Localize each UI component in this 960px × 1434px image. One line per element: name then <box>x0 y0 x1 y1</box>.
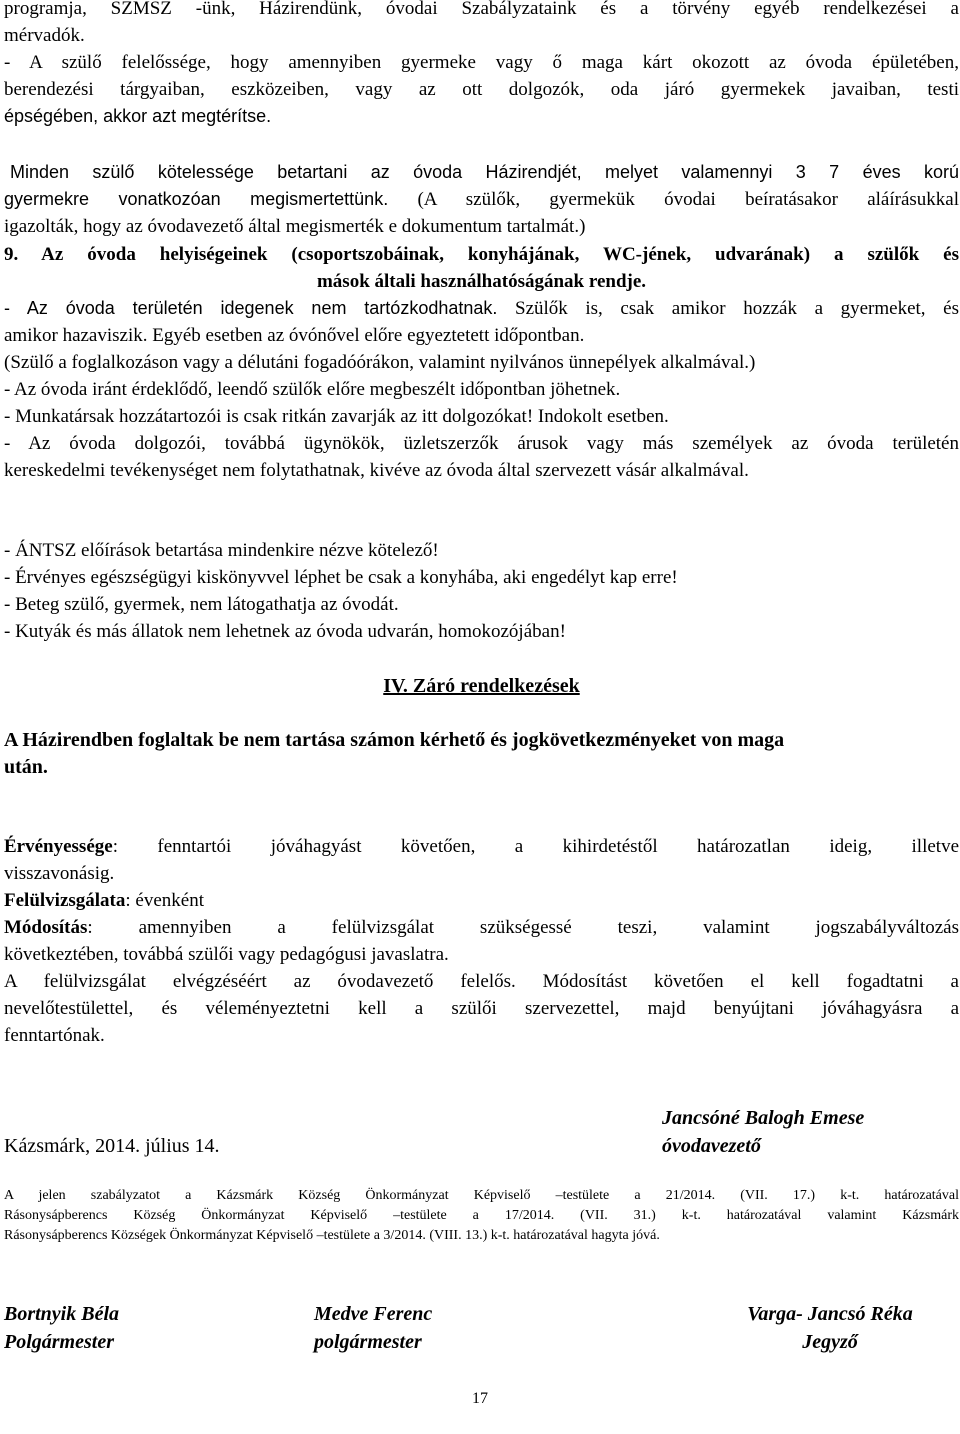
section-heading: mások általi használhatóságának rendje. <box>316 271 647 292</box>
signer-name: Bortnyik Béla <box>4 1303 120 1325</box>
signer-title: óvodavezető <box>662 1135 761 1157</box>
list-item: - Beteg szülő, gyermek, nem látogathatja az óvodát. <box>4 594 399 615</box>
signature-block <box>732 1300 928 1356</box>
text-line: berendezési tárgyaiban, eszközeiben, vagy az ott dolgozók, oda járó gyermekek javaiban, testi <box>4 79 959 100</box>
text-fragment: - Az óvoda területén idegenek nem tartózkodhatnak. <box>4 298 498 318</box>
head-signature <box>662 1104 864 1160</box>
text-line <box>4 914 959 941</box>
signature-block <box>314 1300 432 1356</box>
text-line: - Az óvoda dolgozói, továbbá ügynökök, üzletszerzők árusok vagy más személyek az óvoda területén <box>4 433 959 454</box>
text-line: Rásonysápberencs Községek Önkormányzat Képviselő –testülete a 3/2014. (VIII. 13.) k-t. határozatával hagyta jóvá. <box>4 1228 660 1243</box>
page-number: 17 <box>472 1390 488 1407</box>
signer-name: Varga- Jancsó Réka <box>747 1303 913 1325</box>
statement-line: után. <box>4 756 48 778</box>
place-date: Kázsmárk, 2014. július 14. <box>4 1135 220 1157</box>
list-item: - Kutyák és más állatok nem lehetnek az óvoda udvarán, homokozójában! <box>4 621 566 642</box>
list-item: - ÁNTSZ előírások betartása mindenkire nézve kötelező! <box>4 540 439 561</box>
text-line: nevelőtestülettel, és véleményeztetni kell a szülői szervezettel, majd benyújtani jóváhagyásra a <box>4 998 959 1019</box>
text-line: Minden szülő kötelessége betartani az óvoda Házirendjét, melyet valamennyi 3 7 éves korú <box>10 162 959 182</box>
text-line: épségében, akkor azt megtérítse. <box>4 106 272 126</box>
text-line: - A szülő felelőssége, hogy amennyiben gyermeke vagy ő maga kárt okozott az óvoda épületében, <box>4 52 959 73</box>
signer-name: Jancsóné Balogh Emese <box>662 1107 865 1129</box>
section-4-title-wrap <box>4 673 959 700</box>
text-fragment: : fenntartói jóváhagyást követően, a kihirdetéstől határozatlan ideig, illetve <box>112 836 959 857</box>
statement-line: A Házirendben foglaltak be nem tartása számon kérhető és jogkövetkezményeket von maga <box>4 729 785 751</box>
validity-label: Érvényessége <box>4 836 113 857</box>
list-item: - Érvényes egészségügyi kiskönyvvel léphet be csak a konyhába, aki engedélyt kap erre! <box>4 567 678 588</box>
text-line: igazolták, hogy az óvodavezető által megismerték e dokumentum tartalmát.) <box>4 216 586 237</box>
text-line: A felülvizsgálat elvégzéséért az óvodavezető felelős. Módosítást követően el kell fogadtatni a <box>4 971 959 992</box>
text-line <box>4 887 959 914</box>
text-line <box>4 833 959 860</box>
section-heading: 9. Az óvoda helyiségeinek (csoportszobáinak, konyhájának, WC-jének, udvarának) a szülők és <box>4 244 959 265</box>
approval-note <box>4 1186 959 1246</box>
rules-list <box>4 537 959 645</box>
text-line: amikor hazaviszik. Egyéb esetben az óvónővel előre egyeztetett időpontban. <box>4 325 585 346</box>
text-line: programja, SZMSZ -ünk, Házirendünk, óvodai Szabályzataink és a törvény egyéb rendelkezései a <box>4 0 959 19</box>
signature-block <box>4 1300 119 1356</box>
text-line: - Az óvoda iránt érdeklődő, leendő szülők előre megbeszélt időpontban jöhetnek. <box>4 379 621 400</box>
modification-label: Módosítás <box>4 917 88 938</box>
text-line: (Szülő a foglalkozáson vagy a délutáni fogadóórákon, valamint nyilvános ünnepélyek alkalmával.) <box>4 352 756 373</box>
text-line: fenntartónak. <box>4 1025 105 1046</box>
signer-title: Jegyző <box>802 1331 858 1353</box>
section-4-statement <box>4 727 959 781</box>
section-title: IV. Záró rendelkezések <box>383 675 580 697</box>
parent-duty-paragraph <box>4 159 959 240</box>
text-line <box>4 295 959 322</box>
text-line <box>4 186 959 213</box>
text-fragment: Szülők is, csak amikor hozzák a gyermeket, és <box>515 298 959 319</box>
text-fragment: (A szülők, gyermekük óvodai beíratásakor aláírásukkal <box>417 189 960 210</box>
text-line: kereskedelmi tevékenységet nem folytathatnak, kivéve az óvoda által szervezett vásár alkalmával. <box>4 460 749 481</box>
section-9 <box>4 241 959 484</box>
text-line: - Munkatársak hozzátartozói is csak ritkán zavarják az itt dolgozókat! Indokolt esetben. <box>4 406 669 427</box>
text-fragment: gyermekre vonatkozóan megismertettünk. <box>4 189 389 209</box>
text-line: A jelen szabályzatot a Kázsmárk Község Önkormányzat Képviselő –testülete a 21/2014. (VII. 17.) k-t. határozatával <box>4 1188 959 1203</box>
review-label: Felülvizsgálata <box>4 890 126 911</box>
text-line: következtében, továbbá szülői vagy pedagógusi javaslatra. <box>4 944 449 965</box>
text-fragment: : amennyiben a felülvizsgálat szükségessé teszi, valamint jogszabályváltozás <box>87 917 959 938</box>
text-line: visszavonásig. <box>4 863 115 884</box>
signer-title: polgármester <box>314 1331 422 1353</box>
validity-block <box>4 833 959 1049</box>
signer-title: Polgármester <box>4 1331 114 1353</box>
text-fragment: : évenként <box>125 890 204 911</box>
signer-name: Medve Ferenc <box>314 1303 433 1325</box>
intro-paragraph <box>4 0 959 130</box>
text-line: Rásonysápberencs Község Önkormányzat Képviselő –testülete a 17/2014. (VII. 31.) k-t. határozatával valamint Kázsmárk <box>4 1208 959 1223</box>
text-line: mérvadók. <box>4 25 85 46</box>
